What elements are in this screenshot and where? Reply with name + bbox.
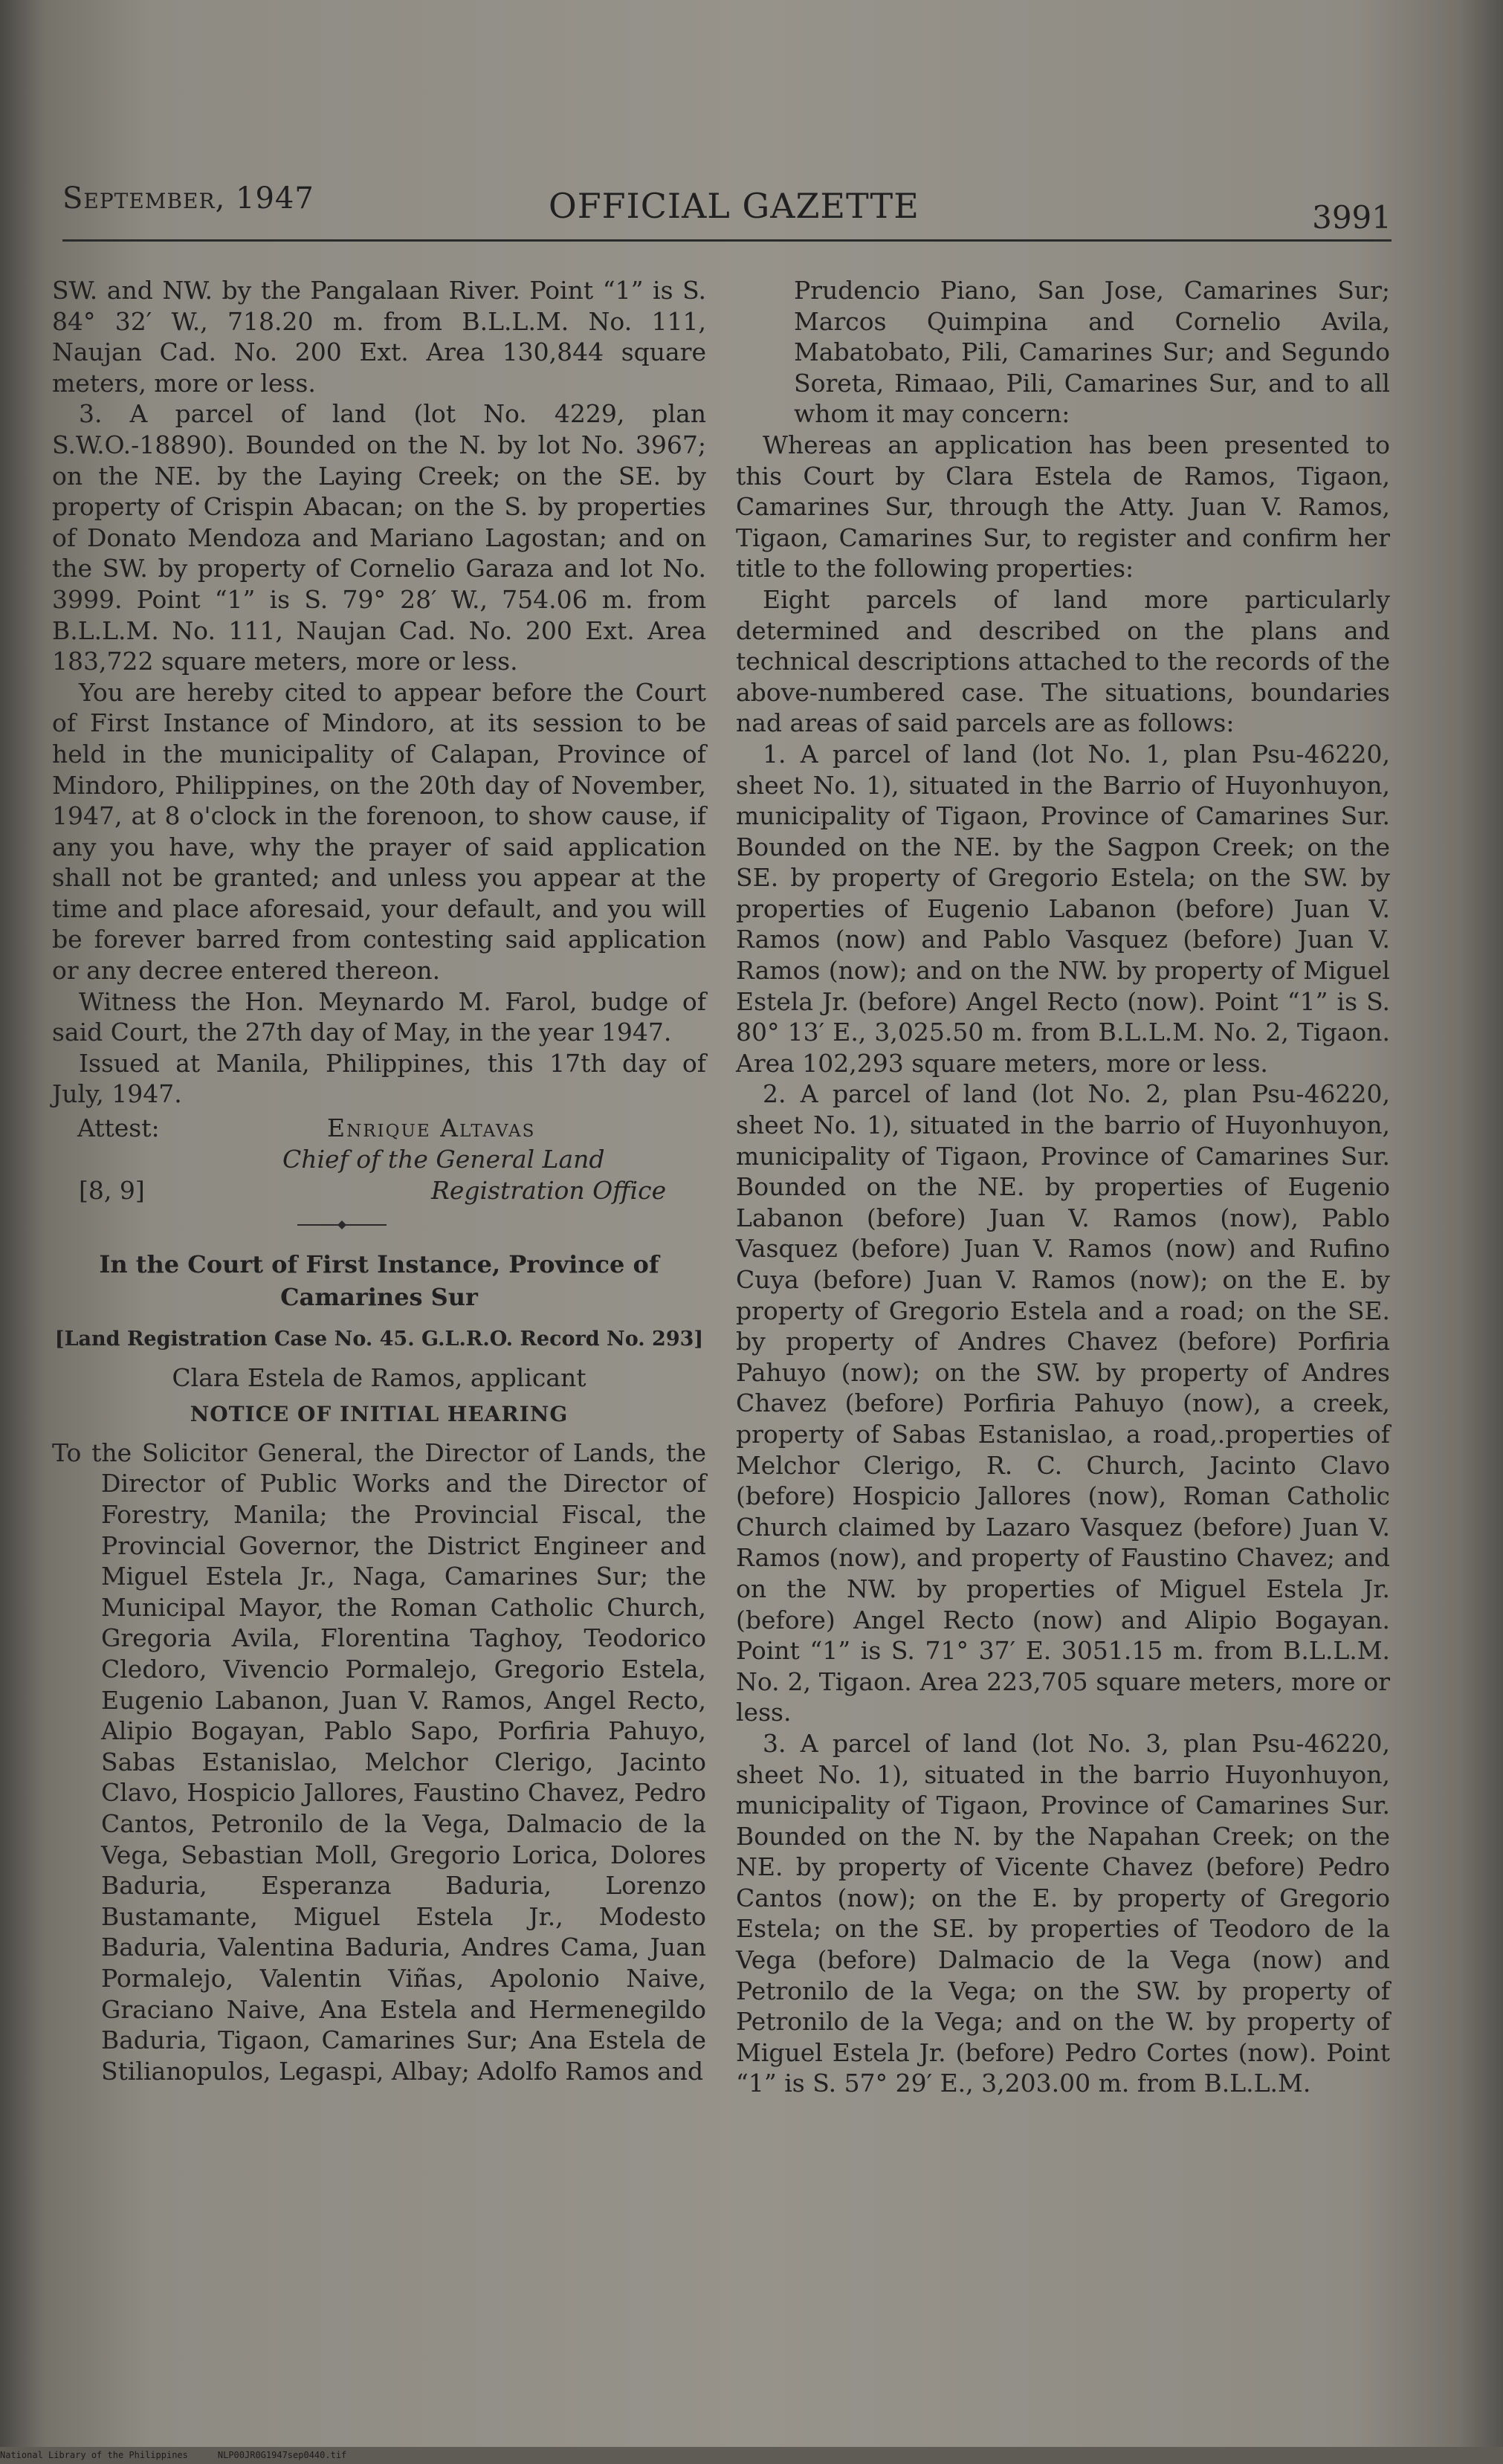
applicant-name: Clara Estela de Ramos, applicant <box>172 1362 586 1392</box>
paragraph: Issued at Manila, Philippines, this 17th day of July, 1947. <box>52 1048 706 1109</box>
header-date: September, 1947 <box>62 181 314 216</box>
parcel-2: 2. A parcel of land (lot No. 2, plan Psu-46220, sheet No. 1), situated in the barrio of Huyonhuyon, municipality of Tigaon, Province of Camarines Sur. Bounded on the NE. by properties of Eugenio Labanon (before) Juan V. Ramos (now), Pablo Vasquez (before) Juan V. Ramos (now) and Rufino Cuya (before) Juan V. Ramos (now); on the E. by property of Gregorio Estela and a road; on the SE. by property of Andres Chavez (before) Porfiria Pahuyo (now); on the SW. by property of Andres Chavez (before) Porfiria Pahuyo (now), a creek, property of Sabas Estanislao, a road,.properties of Melchor Clerigo, R. C. Church, Jacinto Clavo (before) Hospicio Jallores (now), Roman Catholic Church claimed by Lazaro Vasquez (before) Juan V. Ramos (now), and property of Faustino Chavez; and on the NW. by properties of Miguel Estela Jr. (before) Angel Recto (now) and Alipio Bogayan. Point “1” is S. 71° 37′ E. 3051.15 m. from B.L.L.M. No. 2, Tigaon. Area 223,705 square meters, more or less. <box>736 1079 1390 1727</box>
parcel-3: 3. A parcel of land (lot No. 3, plan Psu-46220, sheet No. 1), situated in the barrio Huyonhuyon, municipality of Tigaon, Province of Camarines Sur. Bounded on the N. by the Napahan Creek; on the NE. by property of Vicente Chavez (before) Pedro Cantos (now); on the E. by property of Gregorio Estela; on the SE. by properties of Teodoro de la Vega (before) Dalmacio de la Vega (now) and Petronilo de la Vega; on the SW. by property of Petronilo de la Vega; and on the W. by property of Miguel Estela Jr. (before) Pedro Cortes (now). Point “1” is S. 57° 29′ E., 3,203.00 m. from B.L.L.M. <box>736 1728 1390 2098</box>
header-title: OFFICIAL GAZETTE <box>549 186 919 226</box>
header-rule <box>62 239 1392 242</box>
addressees-continued: Prudencio Piano, San Jose, Camarines Sur; Marcos Quimpina and Cornelio Avila, Mabatobato, Pili, Camarines Sur; and Segundo Soreta, Rimaao, Pili, Camarines Sur, and to all whom it may concern: <box>794 276 1390 429</box>
attest-label: Attest: <box>77 1113 160 1143</box>
case-number: [Land Registration Case No. 45. G.L.R.O. Record No. 293] <box>54 1328 704 1351</box>
paragraph: Witness the Hon. Meynardo M. Farol, budge of said Court, the 27th day of May, in the year 1947. <box>52 986 706 1047</box>
paragraph: You are hereby cited to appear before the Court of First Instance of Mindoro, at its session to be held in the municipality of Calapan, Province of Mindoro, Philippines, on the 20th day of November, 1947, at 8 o'clock in the forenoon, to show cause, if any you have, why the prayer of said application shall not be granted; and unless you appear at the time and place aforesaid, your default, and you will be forever barred from contesting said application or any decree entered thereon. <box>52 677 706 986</box>
attestation-block <box>52 1113 706 1209</box>
attest-name: Enrique Altavas <box>327 1113 536 1143</box>
paragraph: SW. and NW. by the Pangalaan River. Point “1” is S. 84° 32′ W., 718.20 m. from B.L.L.M. No. 111, Naujan Cad. No. 200 Ext. Area 130,844 square meters, more or less. <box>52 276 706 398</box>
scan-footer <box>0 2450 376 2460</box>
page-header <box>62 177 1392 236</box>
court-heading: In the Court of First Instance, Province of Camarines Sur <box>99 1250 659 1312</box>
addressees: To the Solicitor General, the Director of Lands, the Director of Public Works and the Director of Forestry, Manila; the Provincial Fiscal, the Provincial Governor, the District Engineer and Miguel Estela Jr., Naga, Camarines Sur; the Municipal Mayor, the Roman Catholic Church, Gregoria Avila, Florentina Taghoy, Teodorico Cledoro, Vivencio Pormalejo, Gregorio Estela, Eugenio Labanon, Juan V. Ramos, Angel Recto, Alipio Bogayan, Pablo Sapo, Porfiria Pahuyo, Sabas Estanislao, Melchor Clerigo, Jacinto Clavo, Hospicio Jallores, Faustino Chavez, Pedro Cantos, Petronilo de la Vega, Dalmacio de la Vega, Sebastian Moll, Gregorio Lorica, Dolores Baduria, Esperanza Baduria, Lorenzo Bustamante, Miguel Estela Jr., Modesto Baduria, Valentina Baduria, Andres Cama, Juan Pormalejo, Valentin Viñas, Apolonio Naive, Graciano Naive, Ana Estela and Hermenegildo Baduria, Tigaon, Camarines Sur; Ana Estela de Stilianopulos, Legaspi, Albay; Adolfo Ramos and <box>52 1438 706 2086</box>
notice-heading: NOTICE OF INITIAL HEARING <box>190 1402 569 1427</box>
parcel-1: 1. A parcel of land (lot No. 1, plan Psu-46220, sheet No. 1), situated in the Barrio of Huyonhuyon, municipality of Tigaon, Province of Camarines Sur. Bounded on the NE. by the Sagpon Creek; on the SE. by property of Gregorio Estela; on the SW. by properties of Eugenio Labanon (before) Juan V. Ramos (now) and Pablo Vasquez (before) Juan V. Ramos (now); and on the NW. by property of Miguel Estela Jr. (before) Angel Recto (now). Point “1” is S. 80° 13′ E., 3,025.50 m. from B.L.L.M. No. 2, Tigaon. Area 102,293 square meters, more or less. <box>736 739 1390 1078</box>
paragraph: 3. A parcel of land (lot No. 4229, plan S.W.O.-18890). Bounded on the N. by lot No. 3967; on the NE. by the Laying Creek; on the SE. by property of Crispin Abacan; on the S. by properties of Donato Mendoza and Mariano Lagostan; and on the SW. by property of Cornelio Garaza and lot No. 3999. Point “1” is S. 79° 28′ W., 754.06 m. from B.L.L.M. No. 111, Naujan Cad. No. 200 Ext. Area 183,722 square meters, more or less. <box>52 399 706 676</box>
paragraph: Whereas an application has been presented to this Court by Clara Estela de Ramos, Tigaon, Camarines Sur, through the Atty. Juan V. Ramos, Tigaon, Camarines Sur, to register and confirm her title to the following properties: <box>736 430 1390 583</box>
footer-file: NLP00JR0G1947sep0440.tif <box>217 2450 347 2460</box>
divider-ornament-icon <box>297 1220 387 1230</box>
attest-title-line-1: Chief of the General Land <box>282 1145 605 1174</box>
right-column <box>736 275 1390 2099</box>
attest-title-line-2: Registration Office <box>431 1176 667 1206</box>
attest-reference: [8, 9] <box>79 1176 145 1206</box>
paragraph: Eight parcels of land more particularly determined and described on the plans and technical descriptions attached to the records of the above-numbered case. The situations, boundaries nad areas of said parcels are as follows: <box>736 584 1390 738</box>
left-column <box>52 275 706 2086</box>
footer-library: National Library of the Philippines <box>0 2450 188 2460</box>
section-divider <box>52 1209 706 1242</box>
header-page-number: 3991 <box>1312 199 1392 236</box>
